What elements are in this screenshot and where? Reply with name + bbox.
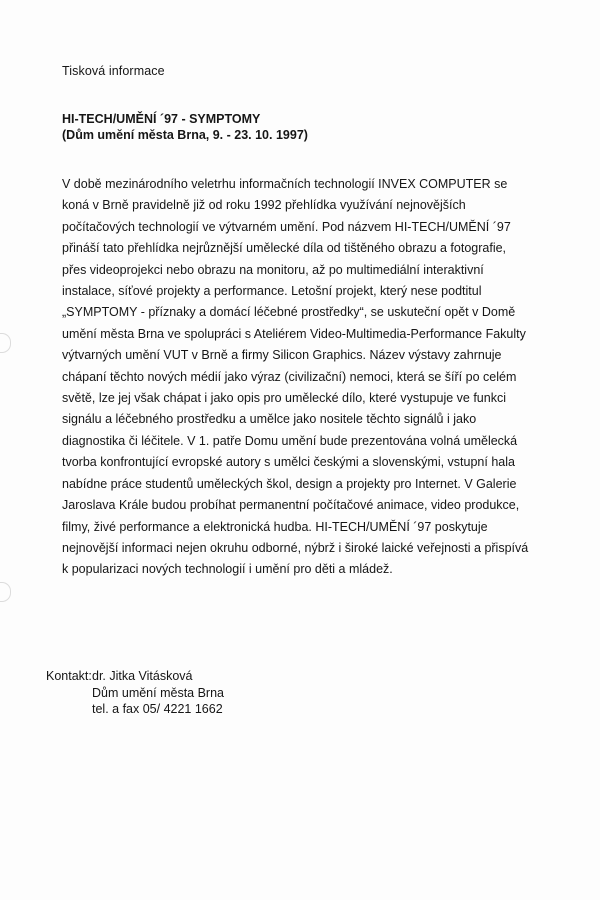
body-line: počítačových technologií ve výtvarném umění. Pod názvem HI-TECH/UMĚNÍ ´97 (62, 219, 511, 234)
body-line: nejnovější informaci nejen okruhu odborné, nýbrž i široké laické veřejnosti a přispívá (62, 540, 529, 555)
body-line: filmy, živé performance a elektronická hudba. HI-TECH/UMĚNÍ ´97 poskytuje (62, 519, 488, 534)
body-line: V době mezinárodního veletrhu informačních technologií INVEX COMPUTER se (62, 177, 508, 191)
body-line: k popularizaci nových technologií i umění pro děti a mládež. (62, 562, 393, 577)
scan-margin-mark (0, 582, 11, 602)
body-line: Jaroslava Krále budou probíhat permanentní počítačové animace, video produkce, (62, 498, 520, 513)
contact-name-row (46, 668, 224, 685)
title-line-2: (Dům umění města Brna, 9. - 23. 10. 1997) (62, 128, 308, 142)
body-paragraph (62, 174, 562, 581)
contact-organization: Dům umění města Brna (92, 685, 224, 700)
document-title (62, 111, 308, 143)
body-line: koná v Brně pravidelně již od roku 1992 přehlídka využívání nejnovějších (62, 198, 466, 213)
body-line: signálu a léčebného prostředku a umělce jako nositele těchto signálů i jako (62, 412, 477, 427)
body-line: přináší tato přehlídka nejrůznější umělecké díla od tištěného obrazu a fotografie, (62, 241, 507, 256)
contact-key: Kontakt: (46, 669, 92, 683)
contact-name: dr. Jitka Vitásková (92, 669, 193, 683)
contact-block (46, 668, 224, 718)
body-line: přes videoprojekci nebo obrazu na monitoru, až po multimediální interaktivní (62, 262, 484, 277)
title-line-1: HI-TECH/UMĚNÍ ´97 - SYMPTOMY (62, 112, 261, 126)
body-line: výtvarných umění VUT v Brně a firmy Silicon Graphics. Název výstavy zahrnuje (62, 348, 502, 363)
body-line: diagnostika či léčitele. V 1. patře Domu umění bude prezentována volná umělecká (62, 433, 518, 448)
body-line: tvorba konfrontující evropské autory s umělci českými a slovenskými, vstupní hala (62, 455, 515, 470)
contact-phone: tel. a fax 05/ 4221 1662 (92, 702, 223, 716)
body-line: chápaní těchto nových médií jako výraz (civilizační) nemoci, která se šíří po celém (62, 369, 517, 384)
body-line: instalace, síťové projekty a performance. Letošní projekt, který nese podtitul (62, 284, 482, 299)
document-label: Tisková informace (62, 64, 165, 78)
body-line: „SYMPTOMY - příznaky a domácí léčebné prostředky“, se uskuteční opět v Domě (62, 305, 516, 320)
body-line: nabídne práce studentů uměleckých škol, design a projekty pro Internet. V Galerie (62, 476, 517, 491)
body-line: umění města Brna ve spolupráci s Ateliérem Video-Multimedia-Performance Fakulty (62, 326, 526, 341)
body-line: světě, lze jej však chápat i jako opis pro umělecké dílo, které vystupuje ve funkci (62, 391, 506, 406)
scan-margin-mark (0, 333, 11, 353)
